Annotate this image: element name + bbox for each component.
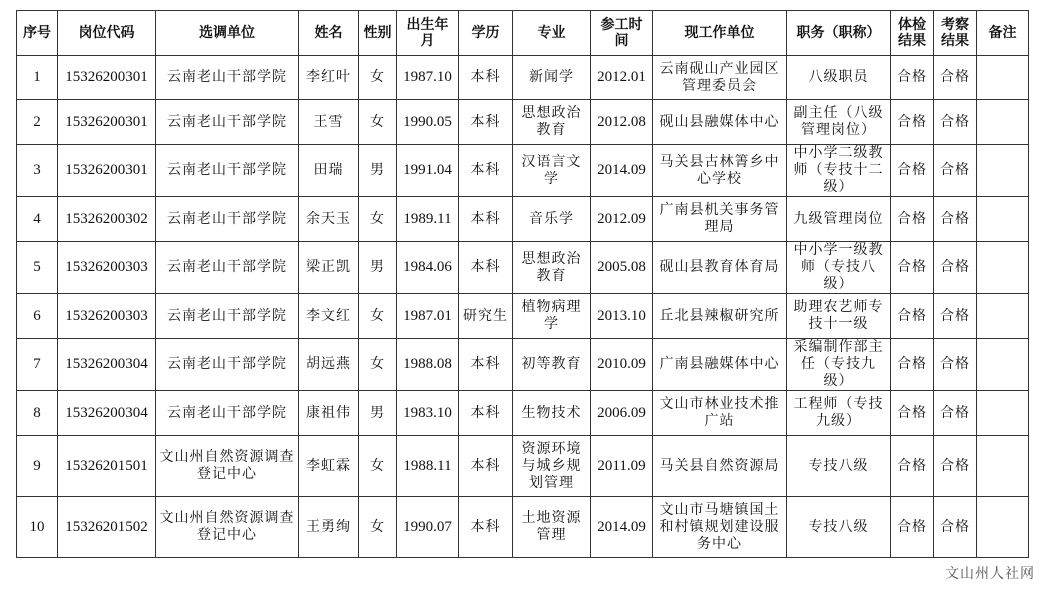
cell-remarks: [977, 436, 1029, 497]
cell-unit: 云南老山干部学院: [156, 100, 299, 145]
cell-name: 胡远燕: [299, 339, 359, 391]
table-row: [17, 436, 1029, 497]
table-row: [17, 339, 1029, 391]
cell-gender: 男: [359, 242, 397, 294]
cell-current-unit: 广南县机关事务管理局: [653, 197, 787, 242]
cell-title: 工程师（专技九级）: [787, 391, 891, 436]
cell-position-code: 15326200303: [58, 242, 156, 294]
header-cell-position-code: 岗位代码: [58, 11, 156, 56]
cell-birth: 1990.05: [397, 100, 459, 145]
cell-major: 土地资源管理: [513, 497, 591, 558]
cell-birth: 1984.06: [397, 242, 459, 294]
cell-current-unit: 砚山县融媒体中心: [653, 100, 787, 145]
cell-current-unit: 马关县自然资源局: [653, 436, 787, 497]
cell-unit: 云南老山干部学院: [156, 339, 299, 391]
cell-work-start: 2011.09: [591, 436, 653, 497]
cell-title: 专技八级: [787, 436, 891, 497]
cell-gender: 女: [359, 56, 397, 100]
cell-inspection: 合格: [934, 197, 977, 242]
cell-education: 本科: [459, 56, 513, 100]
cell-unit: 云南老山干部学院: [156, 145, 299, 197]
cell-index: 6: [17, 294, 58, 339]
cell-education: 研究生: [459, 294, 513, 339]
cell-unit: 云南老山干部学院: [156, 242, 299, 294]
cell-birth: 1990.07: [397, 497, 459, 558]
cell-education: 本科: [459, 242, 513, 294]
cell-gender: 女: [359, 100, 397, 145]
cell-education: 本科: [459, 339, 513, 391]
cell-remarks: [977, 242, 1029, 294]
cell-position-code: 15326201502: [58, 497, 156, 558]
header-cell-current-unit: 现工作单位: [653, 11, 787, 56]
cell-education: 本科: [459, 497, 513, 558]
cell-gender: 女: [359, 436, 397, 497]
cell-index: 8: [17, 391, 58, 436]
cell-inspection: 合格: [934, 391, 977, 436]
cell-current-unit: 文山市马塘镇国土和村镇规划建设服务中心: [653, 497, 787, 558]
cell-current-unit: 云南砚山产业园区管理委员会: [653, 56, 787, 100]
cell-work-start: 2013.10: [591, 294, 653, 339]
cell-education: 本科: [459, 100, 513, 145]
cell-current-unit: 广南县融媒体中心: [653, 339, 787, 391]
cell-birth: 1987.01: [397, 294, 459, 339]
watermark: 文山州人社网: [945, 566, 1035, 582]
cell-name: 李虹霖: [299, 436, 359, 497]
cell-major: 音乐学: [513, 197, 591, 242]
header-cell-remarks: 备注: [977, 11, 1029, 56]
cell-major: 资源环境与城乡规划管理: [513, 436, 591, 497]
cell-index: 7: [17, 339, 58, 391]
cell-remarks: [977, 56, 1029, 100]
cell-gender: 男: [359, 145, 397, 197]
cell-birth: 1987.10: [397, 56, 459, 100]
header-cell-major: 专业: [513, 11, 591, 56]
cell-remarks: [977, 497, 1029, 558]
cell-work-start: 2014.09: [591, 145, 653, 197]
cell-gender: 男: [359, 391, 397, 436]
cell-inspection: 合格: [934, 56, 977, 100]
cell-name: 王雪: [299, 100, 359, 145]
cell-name: 李文红: [299, 294, 359, 339]
cell-position-code: 15326200301: [58, 100, 156, 145]
cell-education: 本科: [459, 436, 513, 497]
cell-unit: 云南老山干部学院: [156, 56, 299, 100]
cell-index: 2: [17, 100, 58, 145]
cell-inspection: 合格: [934, 497, 977, 558]
cell-birth: 1983.10: [397, 391, 459, 436]
cell-work-start: 2012.08: [591, 100, 653, 145]
header-cell-education: 学历: [459, 11, 513, 56]
cell-gender: 女: [359, 497, 397, 558]
cell-name: 王勇绚: [299, 497, 359, 558]
cell-position-code: 15326200302: [58, 197, 156, 242]
cell-physical: 合格: [891, 100, 934, 145]
cell-physical: 合格: [891, 339, 934, 391]
header-cell-inspection: 考察结果: [934, 11, 977, 56]
cell-birth: 1988.11: [397, 436, 459, 497]
cell-physical: 合格: [891, 294, 934, 339]
header-cell-index: 序号: [17, 11, 58, 56]
cell-work-start: 2010.09: [591, 339, 653, 391]
cell-major: 汉语言文学: [513, 145, 591, 197]
cell-education: 本科: [459, 197, 513, 242]
cell-title: 中小学二级教师（专技十二级）: [787, 145, 891, 197]
cell-title: 副主任（八级管理岗位）: [787, 100, 891, 145]
cell-gender: 女: [359, 197, 397, 242]
cell-unit: 云南老山干部学院: [156, 391, 299, 436]
cell-title: 九级管理岗位: [787, 197, 891, 242]
cell-index: 5: [17, 242, 58, 294]
cell-physical: 合格: [891, 436, 934, 497]
cell-index: 4: [17, 197, 58, 242]
cell-title: 中小学一级教师（专技八级）: [787, 242, 891, 294]
cell-major: 思想政治教育: [513, 100, 591, 145]
cell-position-code: 15326200304: [58, 339, 156, 391]
header-cell-title: 职务（职称）: [787, 11, 891, 56]
cell-title: 八级职员: [787, 56, 891, 100]
cell-gender: 女: [359, 294, 397, 339]
personnel-table: [16, 10, 1029, 558]
cell-name: 田瑞: [299, 145, 359, 197]
cell-education: 本科: [459, 391, 513, 436]
header-cell-name: 姓名: [299, 11, 359, 56]
cell-index: 3: [17, 145, 58, 197]
cell-work-start: 2012.09: [591, 197, 653, 242]
cell-title: 采编制作部主任（专技九级）: [787, 339, 891, 391]
cell-remarks: [977, 294, 1029, 339]
cell-remarks: [977, 197, 1029, 242]
cell-unit: 文山州自然资源调查登记中心: [156, 497, 299, 558]
cell-remarks: [977, 339, 1029, 391]
header-cell-birth: 出生年月: [397, 11, 459, 56]
cell-inspection: 合格: [934, 294, 977, 339]
table-row: [17, 497, 1029, 558]
cell-inspection: 合格: [934, 436, 977, 497]
cell-physical: 合格: [891, 242, 934, 294]
cell-major: 思想政治教育: [513, 242, 591, 294]
cell-position-code: 15326200301: [58, 145, 156, 197]
header-cell-work-start: 参工时间: [591, 11, 653, 56]
cell-name: 李红叶: [299, 56, 359, 100]
cell-remarks: [977, 145, 1029, 197]
table-row: [17, 391, 1029, 436]
table-row: [17, 294, 1029, 339]
cell-physical: 合格: [891, 56, 934, 100]
table-row: [17, 56, 1029, 100]
cell-current-unit: 丘北县辣椒研究所: [653, 294, 787, 339]
table-row: [17, 242, 1029, 294]
cell-inspection: 合格: [934, 145, 977, 197]
cell-current-unit: 马关县古林箐乡中心学校: [653, 145, 787, 197]
header-cell-gender: 性别: [359, 11, 397, 56]
cell-position-code: 15326200301: [58, 56, 156, 100]
cell-birth: 1991.04: [397, 145, 459, 197]
cell-current-unit: 文山市林业技术推广站: [653, 391, 787, 436]
cell-index: 1: [17, 56, 58, 100]
table-row: [17, 100, 1029, 145]
cell-title: 专技八级: [787, 497, 891, 558]
cell-birth: 1989.11: [397, 197, 459, 242]
cell-education: 本科: [459, 145, 513, 197]
cell-physical: 合格: [891, 391, 934, 436]
cell-position-code: 15326200303: [58, 294, 156, 339]
cell-physical: 合格: [891, 145, 934, 197]
cell-index: 10: [17, 497, 58, 558]
cell-work-start: 2006.09: [591, 391, 653, 436]
cell-inspection: 合格: [934, 100, 977, 145]
cell-inspection: 合格: [934, 339, 977, 391]
cell-work-start: 2005.08: [591, 242, 653, 294]
cell-name: 梁正凯: [299, 242, 359, 294]
header-cell-physical: 体检结果: [891, 11, 934, 56]
cell-physical: 合格: [891, 497, 934, 558]
cell-inspection: 合格: [934, 242, 977, 294]
header-row: [17, 11, 1029, 56]
cell-unit: 文山州自然资源调查登记中心: [156, 436, 299, 497]
cell-gender: 女: [359, 339, 397, 391]
cell-unit: 云南老山干部学院: [156, 294, 299, 339]
table-row: [17, 197, 1029, 242]
cell-name: 余天玉: [299, 197, 359, 242]
cell-name: 康祖伟: [299, 391, 359, 436]
cell-major: 初等教育: [513, 339, 591, 391]
header-cell-unit: 选调单位: [156, 11, 299, 56]
cell-major: 新闻学: [513, 56, 591, 100]
cell-work-start: 2014.09: [591, 497, 653, 558]
cell-work-start: 2012.01: [591, 56, 653, 100]
cell-position-code: 15326200304: [58, 391, 156, 436]
cell-physical: 合格: [891, 197, 934, 242]
cell-major: 植物病理学: [513, 294, 591, 339]
cell-title: 助理农艺师专技十一级: [787, 294, 891, 339]
cell-index: 9: [17, 436, 58, 497]
cell-current-unit: 砚山县教育体育局: [653, 242, 787, 294]
cell-position-code: 15326201501: [58, 436, 156, 497]
cell-remarks: [977, 100, 1029, 145]
cell-unit: 云南老山干部学院: [156, 197, 299, 242]
table-row: [17, 145, 1029, 197]
cell-birth: 1988.08: [397, 339, 459, 391]
cell-major: 生物技术: [513, 391, 591, 436]
cell-remarks: [977, 391, 1029, 436]
